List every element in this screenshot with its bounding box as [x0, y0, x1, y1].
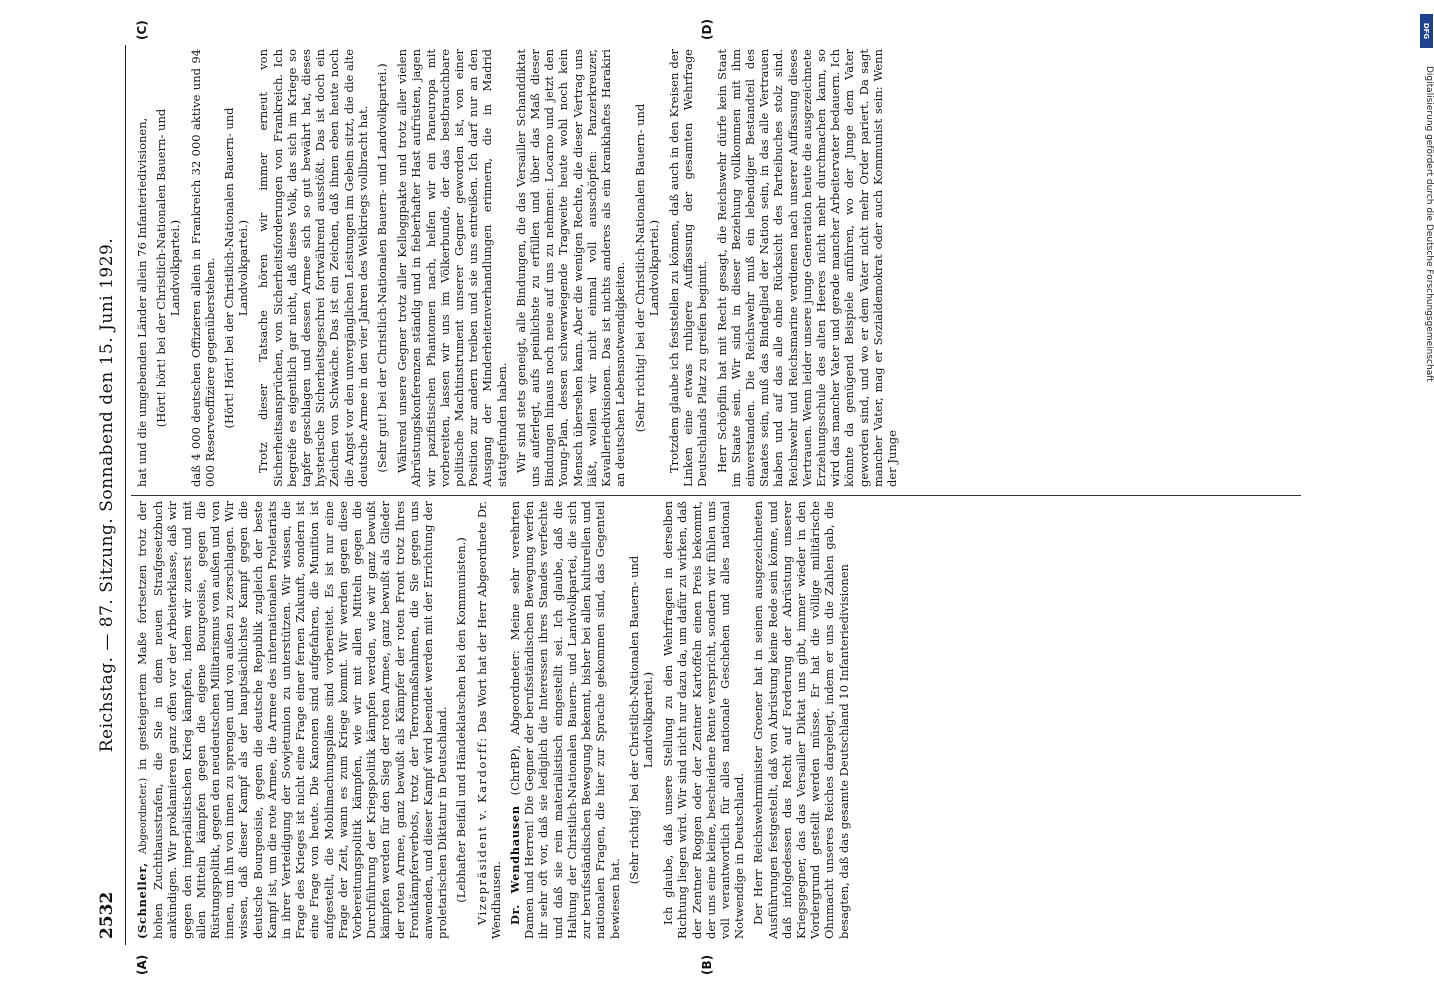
paragraph-text: Der Herr Reichswehrminister Groener hat in seinen ausgezeichneten Ausführungen festgestellt, daß von Abrüstung keine Rede sein könne, und daß infolgedessen das Recht auf Forderung der Abrüstung unserer Kriegsgegner, das das Versailler Diktat uns gibt, immer wieder in den Vordergrund gestellt werden müsse. Er hat die völlige militärische Ohnmacht unseres Reiches dargelegt, indem er uns die Zahlen gab, die besagten, daß das gesamte Deutschland 10 Infanteriedivisionen [751, 501, 851, 939]
paragraph-schneller [135, 501, 449, 939]
paragraph-text: Trotz dieser Tatsache hören wir immer erneut von Sicherheitsansprüchen, von Sicherheitsforderungen von Frankreich. Ich begreife es eigentlich gar nicht, daß dieses Volk, das sich im Kriege so tapfer geschlagen und dessen Armee sich so gut bewährt hat, dieses hysterische Sicherheitsgeschrei fortwährend ausstößt. Das ist doch ein Zeichen von Schwäche. Das ist ein Zeichen, daß ihnen eben heute noch die Angst vor den unvergänglichen Leistungen im Gebein sitzt, die die alte deutsche Armee in den vier Jahren des Weltkriegs vollbracht hat. [256, 49, 370, 487]
left-column [135, 501, 1295, 939]
margin-marker-c: (C) [135, 20, 149, 40]
applause-note: (Sehr richtig! bei der Christlich-Nationalen Bauern- und Landvolkpartei.) [626, 555, 655, 885]
applause-note: (Hört! hört! bei der Christlich-Nationalen Bauern- und Landvolkpartei.) [154, 108, 183, 428]
dfg-logo-icon: DFG [1420, 14, 1433, 48]
paragraph-wendhausen [508, 501, 622, 939]
credit-text: Digitalisierung gefördert durch die Deutsche Forschungsgemeinschaft [1424, 66, 1434, 382]
rotated-document-page [95, 19, 1305, 975]
applause-note: (Sehr richtig! bei der Christlich-Nationalen Bauern- und Landvolkpartei.) [632, 103, 661, 433]
digitization-credit [1420, 6, 1434, 996]
speaker-name: Dr. Wendhausen [508, 805, 523, 925]
column-divider [131, 495, 1301, 496]
margin-marker-a: (A) [135, 954, 149, 975]
margin-marker-d: (D) [700, 19, 714, 40]
paragraph-text: Das Wort hat der Herr Abgeordnete Dr. Wendhausen. [474, 501, 503, 939]
paragraph-text: Trotzdem glaube ich feststellen zu können, daß auch in den Kreisen der Linken eine etwas ruhigere Auffassung der gesamten Wehrfrage Deutschlands Platz zu greifen beginnt. [666, 49, 710, 487]
applause-note: (Hört! Hört! bei der Christlich-Nationalen Bauern- und Landvolkpartei.) [222, 107, 251, 429]
paragraph-text: Herr Schöpflin hat mit Recht gesagt, die Reichswehr dürfe kein Staat im Staate sein. Wir sind in dieser Beziehung vollkommen mit ihm einverstanden. Die Reichswehr muß ein lebendiger Bestandteil des Staates sein, muß das Bindeglied der Nation sein, in das alle Vertrauen haben und auf das alle ohne Rücksicht des Parteibuches stolz sind. Reichswehr und Reichsmarine verdienen nach unserer Auffassung dieses Vertrauen. Wenn leider unsere junge Generation heute die ausgezeichnete Erziehungsschule des alten Heeres nicht mehr durchmachen kann, so wird das mancher Vater und gerade mancher Arbeitervater bedauern. Ich könnte da genügend Beispiele anführen, wo der Junge dem Vater geworden sind, und wo er dem Vater nicht mehr Order pariert. Da sagt mancher Vater, mag er Sozialdemokrat oder auch Kommunist sein: Wenn der Junge [714, 49, 899, 487]
paragraph-text: hat und die umgebenden Länder allein 76 Infanteriedivisionen, [135, 117, 149, 487]
paragraph-text: daß 4 000 deutschen Offizieren allein in Frankreich 32 000 aktive und 94 000 Reserveoffiziere gegenüberstehen. [188, 49, 217, 487]
paragraph-text: in gesteigertem Maße fortsetzen trotz der hohen Zuchthausstrafen, die Sie in dem neuen Strafgesetzbuch ankündigen. Wir proklamieren ganz offen vor der Arbeiterklasse, daß wir gegen den imperialistischen Krieg kämpfen, indem wir zuerst und mit allen Mitteln kämpfen gegen die eigene Bourgeoisie, gegen die Rüstungspolitik, gegen den neudeutschen Militarismus von außen und von innen, um ihn von innen zu sprengen und von außen zu zerschlagen. Wir wissen, daß dieser Kampf als der hauptsächlichste Kampf gegen die deutsche Bourgeoisie, gegen die deutsche Republik zugleich der beste Kampf ist, um die rote Armee, die Armee des internationalen Proletariats in ihrer Verteidigung der Sowjetunion zu unterstützen. Wir wissen, die Frage des Krieges ist nicht eine Frage einer fernen Zukunft, sondern ist eine Frage von heute. Die Kanonen sind aufgefahren, die Munition ist aufgestellt, die Mobilmachungspläne sind vorbereitet. Es ist nur eine Frage der Zeit, wann es zum Kriege kommt. Wir werden gegen diese Vorbereitungspolitik kämpfen, wie wir mit allen Mitteln gegen die Durchführung der Kriegspolitik kämpfen werden, wie wir ganz bewußt kämpfen werden für den Sieg der roten Armee, ganz bewußt als Glieder der roten Armee, ganz bewußt als Kämpfer der roten Front trotz Ihres Frontkämpferverbots, trotz der Terrormaßnahmen, die Sie gegen uns anwenden, und dieser Kampf wird beendet werden mit der Errichtung der proletarischen Diktatur in Deutschland. [135, 501, 450, 939]
paragraph-text: (ChrBP), Abgeordneter: Meine sehr verehrten Damen und Herren! Die Gegner der berufsständischen Bewegung werfen ihr sehr oft vor, daß sie lediglich die Interessen ihres Standes verfechte und daß sie rein materialistisch eingestellt sei. Ich glaube, daß die Haltung der Christlich-Nationalen Bauern- und Landvolkpartei, die sich zur berufsständischen Bewegung bekennt, bisher bei allen kulturellen und nationalen Fragen, die hier zur Sprache gekommen sind, das Gegenteil bewiesen hat. [508, 501, 622, 939]
right-column [135, 49, 1295, 487]
paragraph-text: Ich glaube, daß unsere Stellung zu den Wehrfragen in derselben Richtung liegen wird. Wir sind nicht nur dazu da, um dafür zu wirken, daß der Zentner Roggen oder der Zentner Kartoffeln einen Preis bekommt, der uns eine kleine, bescheidene Rente verspricht, sondern wir fühlen uns voll verantwortlich für alles nationale Geschehen und alles national Notwendige in Deutschland. [661, 501, 747, 939]
header-rule [125, 45, 126, 945]
speaker-role: Abgeordneter.) [138, 777, 149, 855]
speaker-name: Vizepräsident v. Kardorff: [474, 736, 489, 925]
page-number: 2532 [97, 891, 117, 939]
page-header [95, 45, 125, 945]
speaker-name: (Schneller, [135, 862, 149, 939]
paragraph-vizepraesident [475, 501, 503, 939]
applause-note: (Sehr gut! bei der Christlich-Nationalen Bauern- und Landvolkpartei.) [375, 63, 390, 473]
page-title: Reichstag. — 87. Sitzung. Sonnabend den 15. Juni 1929. [97, 237, 117, 753]
margin-marker-b: (B) [700, 954, 714, 975]
paragraph-text: Wir sind stets geneigt, alle Bindungen, die das Versailler Schanddiktat uns auferlegt, aufs peinlichste zu erfüllen und über das Maß dieser Bindungen hinaus noch neue auf uns zu nehmen: Locarno und jetzt den Young-Plan, dessen schwerwiegende Tragweite heute wohl noch kein Mensch übersehen kann. Aber die wenigen Rechte, die dieser Vertrag uns läßt, wollen wir nicht einmal voll ausschöpfen: Panzerkreuzer, Kavalleriedivisionen. Das ist nichts anderes als ein krankhaftes Harakiri an deutschen Lebensnotwendigkeiten. [513, 49, 628, 487]
applause-note: (Lebhafter Beifall und Händeklatschen bei den Kommunisten.) [454, 537, 469, 903]
paragraph-text: Während unsere Gegner trotz aller Kelloggpakte und trotz aller vielen Abrüstungskonferenzen ständig und in fieberhafter Hast aufrüsten, jagen wir pazifistischen Phantomen nach, helfen wir ein Paneuropa mit vorbereiten, lassen wir uns im Völkerbunde, der das bestbrauchbare politische Machtinstrument unserer Gegner geworden ist, von einer Position zur andern treiben und sie uns entreißen. Ich darf nur an den Ausgang der Minderheitenverhandlungen erinnern, die in Madrid stattgefunden haben. [395, 49, 509, 487]
